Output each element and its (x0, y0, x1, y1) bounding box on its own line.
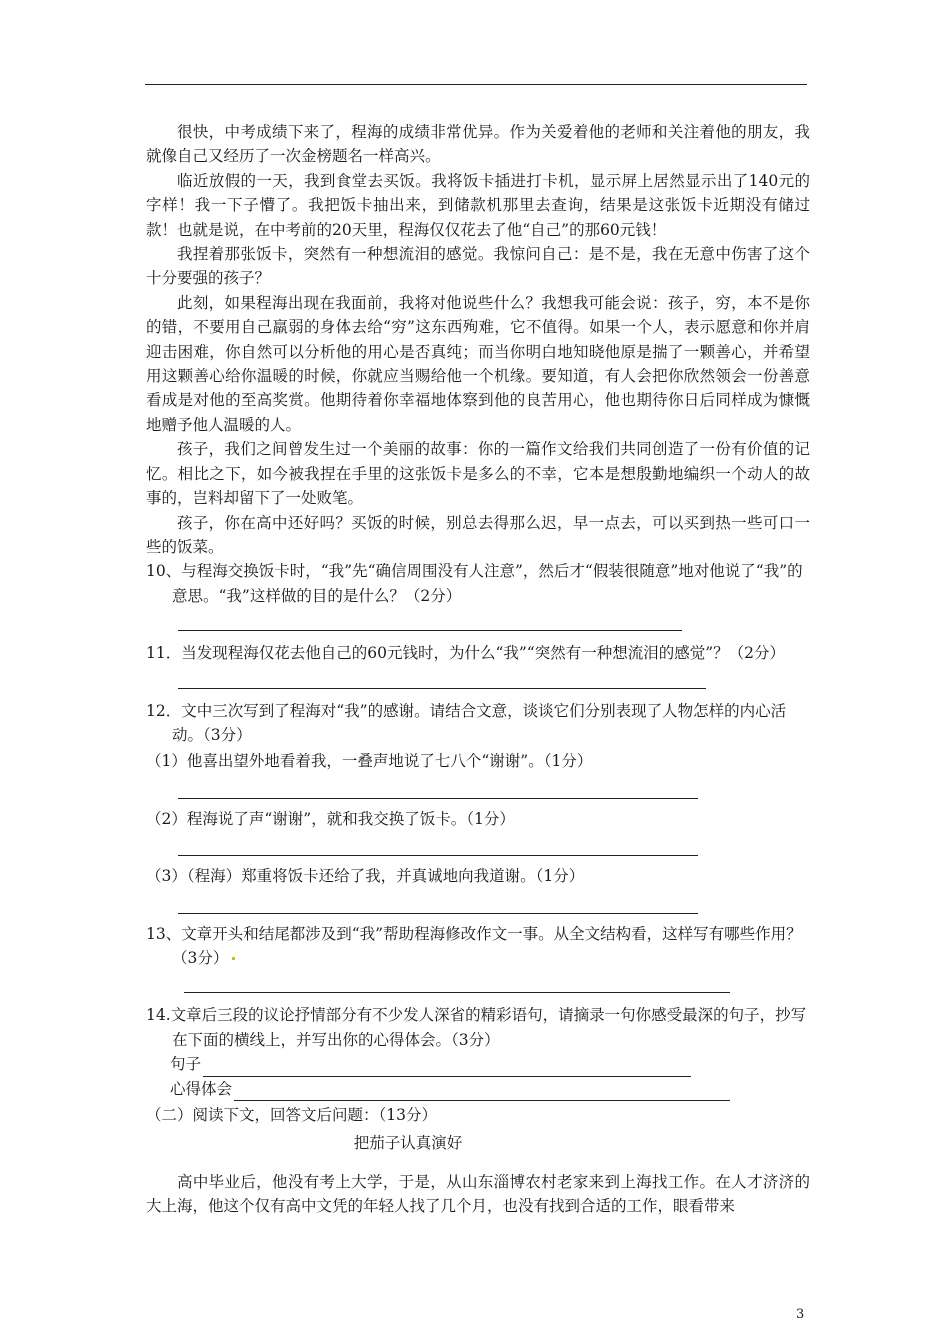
article-paragraph: 孩子，我们之间曾发生过一个美丽的故事：你的一篇作文给我们共同创造了一份有价值的记忆。相比之下，如今被我捏在手里的这张饭卡是多么的不幸，它本是想殷勤地编织一个动人的故事的，岂料却留下了一处败笔。 (146, 440, 810, 508)
answer-line-q12-3[interactable] (178, 913, 698, 914)
answer-line-q11[interactable] (178, 688, 706, 689)
question-12: 12．文中三次写到了程海对“我”的感谢。请结合文意，谈谈它们分别表现了人物怎样的内心活动。（3分） (146, 701, 787, 744)
sentence-row (146, 1052, 810, 1076)
question-12-part-1: （1）他喜出望外地看着我，一叠声地说了七八个“谢谢”。（1分） (146, 752, 593, 771)
feeling-row (146, 1077, 810, 1101)
question-13 (146, 922, 810, 971)
story-paragraph: 高中毕业后，他没有考上大学，于是，从山东淄博农村老家来到上海找工作。在人才济济的大上海，他这个仅有高中文凭的年轻人找了几个月，也没有找到合适的工作，眼看带来 (146, 1172, 810, 1216)
article-paragraph: 孩子，你在高中还好吗？买饭的时候，别总去得那么迟，早一点去，可以买到热一些可口一些的饭菜。 (146, 513, 810, 556)
article-paragraph: 很快，中考成绩下来了，程海的成绩非常优异。作为关爱着他的老师和关注着他的朋友，我就像自己又经历了一次金榜题名一样高兴。 (146, 123, 810, 166)
section-2-heading: （二）阅读下文，回答文后问题：（13分） (146, 1106, 437, 1124)
header-rule (145, 84, 807, 85)
story-title: 把茄子认真演好 (353, 1134, 463, 1153)
question-12-part-2: （2）程海说了声“谢谢”，就和我交换了饭卡。（1分） (146, 809, 515, 828)
question-14: 14.文章后三段的议论抒情部分有不少发人深省的精彩语句，请摘录一句你感受最深的句子，抄写在下面的横线上，并写出你的心得体会。（3分） (146, 1006, 807, 1049)
answer-line-q13[interactable] (184, 992, 730, 993)
question-13-text: 13、文章开头和结尾都涉及到“我”帮助程海修改作文一事。从全文结构看，这样写有哪些作用？（3分） (146, 924, 802, 967)
ink-speck (232, 957, 235, 960)
sentence-label: 句子 (170, 1055, 202, 1074)
article-paragraph: 临近放假的一天，我到食堂去买饭。我将饭卡插进打卡机，显示屏上居然显示出了140元的字样！我一下子懵了。我把饭卡抽出来，到储款机那里去查询，结果是这张饭卡近期没有储过款！也就是说，在中考前的20天里，程海仅仅花去了他“自己”的那60元钱！ (146, 171, 810, 239)
page-number: 3 (796, 1307, 805, 1322)
article-paragraph: 我捏着那张饭卡，突然有一种想流泪的感觉。我惊问自己：是不是，我在无意中伤害了这个十分要强的孩子？ (146, 245, 810, 288)
sentence-answer-line[interactable] (203, 1060, 691, 1077)
answer-line-q10[interactable] (178, 630, 682, 631)
answer-line-q12-2[interactable] (178, 855, 698, 856)
feeling-label: 心得体会 (170, 1079, 233, 1098)
question-11: 11．当发现程海仅花去他自己的60元钱时，为什么“我”“突然有一种想流泪的感觉”？（2分） (146, 644, 786, 663)
answer-line-q12-1[interactable] (178, 798, 698, 799)
article-paragraph: 此刻，如果程海出现在我面前，我将对他说些什么？我想我可能会说：孩子，穷，本不是你的错，不要用自己羸弱的身体去给“穷”这东西殉难，它不值得。如果一个人，表示愿意和你并肩迎击困难，你自然可以分析他的用心是否真纯；而当你明白地知晓他原是揣了一颗善心，并希望用这颗善心给你温暖的时候，你就应当赐给他一个机缘。要知道，有人会把你欣然领会一份善意看成是对他的至高奖赏。他期待着你幸福地体察到他的良苦用心，他也期待你日后同样成为慷慨地赠予他人温暖的人。 (146, 293, 810, 434)
feeling-answer-line[interactable] (234, 1084, 730, 1101)
question-10: 10、与程海交换饭卡时，“我”先“确信周围没有人注意”，然后才“假装很随意”地对他说了“我”的意思。“我”这样做的目的是什么？（2分） (146, 562, 803, 605)
page-content (146, 120, 810, 1219)
question-12-part-3: （3）（程海）郑重将饭卡还给了我，并真诚地向我道谢。（1分） (146, 867, 585, 886)
